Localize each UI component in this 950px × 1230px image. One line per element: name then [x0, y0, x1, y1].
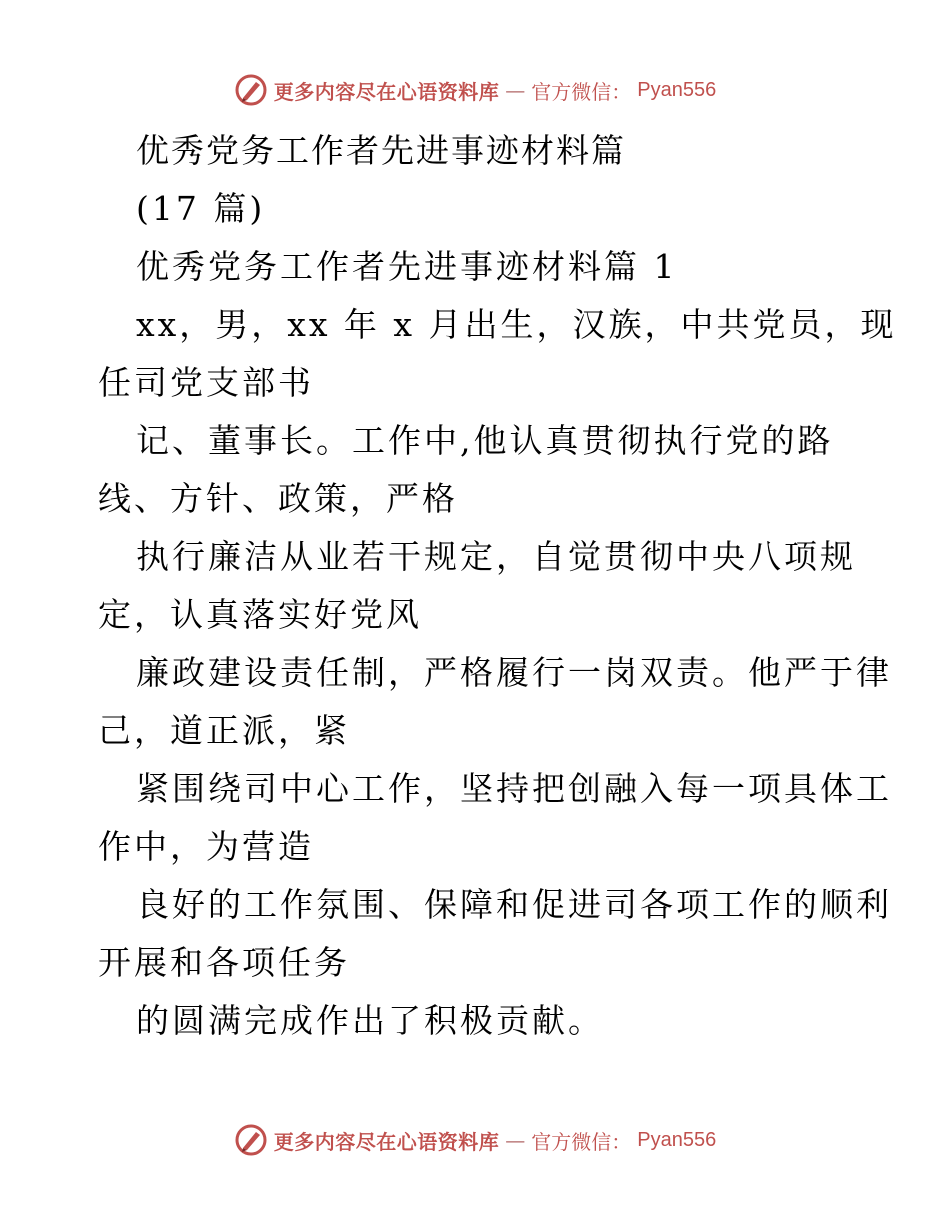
- banner-dash: —: [505, 78, 526, 102]
- body-line: 记、董事长。工作中,他认真贯彻执行党的路: [136, 421, 834, 460]
- body-line: 线、方针、政策，严格: [98, 479, 458, 518]
- document-body: [98, 122, 897, 1050]
- document-title-line-2: (17 篇): [136, 189, 266, 228]
- banner-contact-label: 官方微信：: [531, 1129, 632, 1154]
- body-line: 定，认真落实好党风: [98, 595, 422, 634]
- pen-circle-logo-icon: [234, 1123, 268, 1157]
- body-line: 己，道正派，紧: [98, 711, 350, 750]
- body-line: 执行廉洁从业若干规定，自觉贯彻中央八项规: [136, 537, 856, 576]
- footer-banner: [0, 1120, 950, 1160]
- body-line: 任司党支部书: [98, 363, 314, 402]
- body-line: 廉政建设责任制，严格履行一岗双责。他严于律: [136, 653, 892, 692]
- body-line: 的圆满完成作出了积极贡献。: [136, 1001, 604, 1040]
- pen-circle-logo-icon: [234, 73, 268, 107]
- document-title-line-1: 优秀党务工作者先进事迹材料篇: [136, 131, 626, 170]
- section-heading: 优秀党务工作者先进事迹材料篇 1: [136, 247, 678, 286]
- banner-contact-id: Pyan556: [637, 78, 717, 101]
- banner-text: 更多内容尽在心语资料库: [273, 1129, 500, 1154]
- banner-contact-id: Pyan556: [637, 1128, 717, 1151]
- body-line: 作中，为营造: [98, 827, 314, 866]
- banner-contact-label: 官方微信：: [531, 79, 632, 104]
- body-line: 紧围绕司中心工作，坚持把创融入每一项具体工: [136, 769, 892, 808]
- body-line: 良好的工作氛围、保障和促进司各项工作的顺利: [136, 885, 892, 924]
- body-line: xx，男，xx 年 x 月出生，汉族，中共党员，现: [136, 305, 897, 344]
- header-banner: [0, 70, 950, 110]
- banner-dash: —: [505, 1128, 526, 1152]
- banner-text: 更多内容尽在心语资料库: [273, 79, 500, 104]
- paragraph: [98, 296, 897, 1050]
- body-line: 开展和各项任务: [98, 943, 350, 982]
